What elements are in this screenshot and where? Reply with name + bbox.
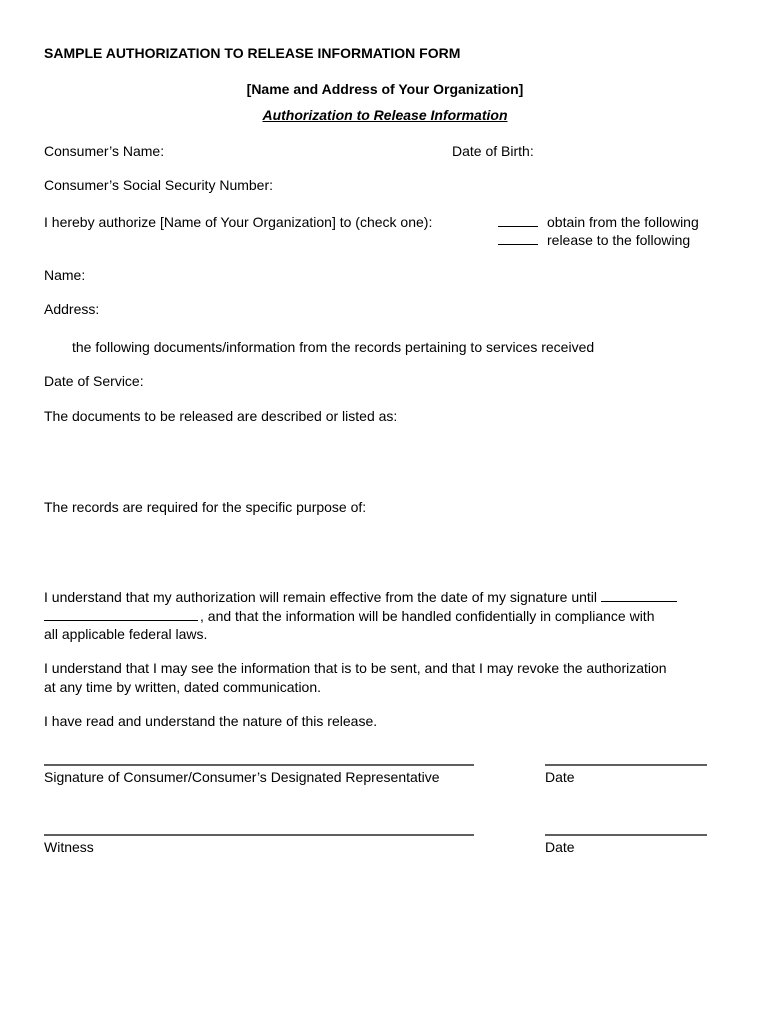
name-label: Name: <box>44 267 86 283</box>
ssn-label: Consumer’s Social Security Number: <box>44 177 274 193</box>
address-label: Address: <box>44 301 100 317</box>
witness-date-line[interactable] <box>545 834 707 836</box>
effective-line-2-text: , and that the information will be handled confidentially in compliance with <box>200 607 655 624</box>
acknowledgement-line: I have read and understand the nature of this release. <box>44 713 378 729</box>
release-option-label: release to the following <box>547 232 691 248</box>
witness-date-label: Date <box>545 839 575 855</box>
effective-line-2 <box>44 607 730 626</box>
documents-described-label: The documents to be released are described or listed as: <box>44 408 398 424</box>
effective-line-1 <box>44 588 730 607</box>
consumer-name-label: Consumer’s Name: <box>44 143 165 159</box>
effective-date-blank-1[interactable] <box>601 588 677 602</box>
obtain-check-blank[interactable] <box>498 213 538 227</box>
revoke-line-2: at any time by written, dated communication. <box>44 678 322 695</box>
check-option-release <box>498 231 699 249</box>
check-options <box>498 213 699 249</box>
effective-line-1-text: I understand that my authorization will remain effective from the date of my signature until <box>44 589 598 605</box>
effective-line-3: all applicable federal laws. <box>44 626 208 642</box>
check-option-obtain <box>498 213 699 231</box>
authorize-sentence: I hereby authorize [Name of Your Organization] to (check one): <box>44 214 433 230</box>
witness-label: Witness <box>44 839 94 855</box>
effective-date-blank-2[interactable] <box>44 607 198 621</box>
obtain-option-label: obtain from the following <box>547 214 699 230</box>
signature-date-line[interactable] <box>545 764 707 766</box>
signature-line[interactable] <box>44 764 474 766</box>
signature-label: Signature of Consumer/Consumer’s Designated Representative <box>44 769 440 785</box>
date-of-birth-label: Date of Birth: <box>452 143 534 159</box>
form-subtitle: Authorization to Release Information <box>262 107 508 123</box>
date-of-service-label: Date of Service: <box>44 373 144 389</box>
organization-name-line: [Name and Address of Your Organization] <box>246 81 524 97</box>
signature-date-label: Date <box>545 769 575 785</box>
revoke-line-1: I understand that I may see the information that is to be sent, and that I may revoke the authorization <box>44 660 667 676</box>
form-subtitle-wrap <box>0 106 770 124</box>
release-check-blank[interactable] <box>498 231 538 245</box>
revoke-paragraph <box>44 659 730 696</box>
records-purpose-label: The records are required for the specific purpose of: <box>44 499 367 515</box>
following-docs-line: the following documents/information from the records pertaining to services received <box>72 339 595 355</box>
witness-line[interactable] <box>44 834 474 836</box>
effective-paragraph <box>44 588 730 644</box>
form-title: SAMPLE AUTHORIZATION TO RELEASE INFORMATION FORM <box>44 45 461 61</box>
